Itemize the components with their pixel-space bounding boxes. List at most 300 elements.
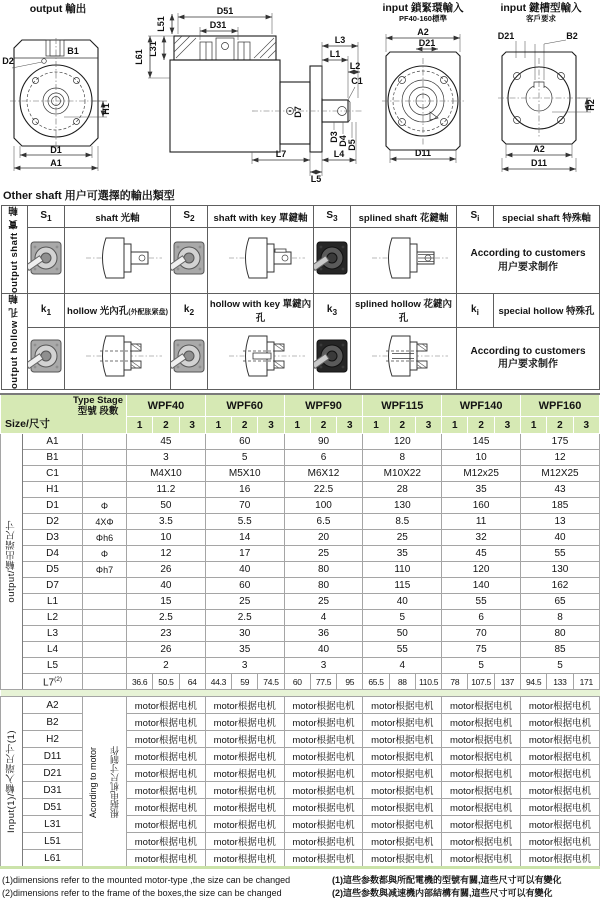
stage-header: 1 [442, 417, 468, 434]
motor-value-cell: motor根据电机 [127, 799, 206, 816]
size-value-cell: 55 [442, 594, 521, 610]
size-value-cell: 36 [284, 626, 363, 642]
size-value-cell: 5 [363, 610, 442, 626]
motor-value-cell: motor根据电机 [363, 748, 442, 765]
shaft-label-si: special shaft 特殊軸 [494, 206, 600, 228]
size-value-cell: 5 [442, 658, 521, 674]
motor-value-cell: motor根据电机 [442, 816, 521, 833]
flange-photo-icon [171, 228, 208, 294]
size-value-cell: M12x25 [442, 466, 521, 482]
size-value-cell: 65.5 [363, 674, 389, 690]
model-header: WPF90 [284, 394, 363, 417]
size-value-cell: 16 [205, 482, 284, 498]
size-value-cell: 8 [363, 450, 442, 466]
dim-d11: D11 [414, 148, 432, 158]
model-header: WPF115 [363, 394, 442, 417]
row-symbol [83, 658, 127, 674]
motor-value-cell: motor根据电机 [127, 833, 206, 850]
size-value-cell: 107.5 [468, 674, 494, 690]
size-value-cell: 185 [521, 498, 600, 514]
flange-photo-icon [171, 327, 208, 390]
row-symbol [83, 626, 127, 642]
row-name: D51 [23, 799, 83, 816]
motor-value-cell: motor根据电机 [127, 714, 206, 731]
motor-value-cell: motor根据电机 [363, 833, 442, 850]
motor-value-cell: motor根据电机 [284, 816, 363, 833]
size-value-cell: 160 [442, 498, 521, 514]
size-value-cell: 40 [521, 530, 600, 546]
stage-header: 2 [153, 417, 179, 434]
input-lock-title: input 鎖緊環輸入 [382, 2, 464, 14]
row-name: D1 [23, 498, 83, 514]
size-value-cell: 4 [284, 610, 363, 626]
motor-value-cell: motor根据电机 [205, 765, 284, 782]
input-section-label: Input(1)/輸入端尺寸(1) [1, 697, 23, 868]
size-value-cell: 130 [521, 562, 600, 578]
motor-value-cell: motor根据电机 [284, 850, 363, 868]
size-value-cell: 133 [547, 674, 573, 690]
dim-l31: L31 [148, 41, 158, 57]
corner-type-stage: Type Stage 型號 段數 [73, 395, 124, 418]
motor-value-cell: motor根据电机 [363, 816, 442, 833]
size-value-cell: 11 [442, 514, 521, 530]
motor-value-cell: motor根据电机 [521, 850, 600, 868]
dim-h1: H1 [101, 103, 111, 115]
size-value-cell: 140 [442, 578, 521, 594]
size-value-cell: 25 [363, 530, 442, 546]
stage-header: 2 [232, 417, 258, 434]
row-symbol [83, 594, 127, 610]
size-table-header [1, 394, 600, 434]
motor-value-cell: motor根据电机 [284, 748, 363, 765]
dim-b2: B2 [566, 31, 578, 41]
size-value-cell: 74.5 [258, 674, 284, 690]
size-value-cell: 3.5 [127, 514, 206, 530]
size-value-cell: 12 [521, 450, 600, 466]
size-value-cell: M6X12 [284, 466, 363, 482]
size-value-cell: M10X22 [363, 466, 442, 482]
row-name: L2 [23, 610, 83, 626]
size-value-cell: 80 [284, 578, 363, 594]
row-symbol [83, 482, 127, 498]
table-row [1, 658, 600, 674]
size-table [0, 393, 600, 869]
technical-drawings [0, 0, 600, 184]
row-symbol: Φ [83, 546, 127, 562]
size-value-cell: M4X10 [127, 466, 206, 482]
row-symbol: Φ [83, 498, 127, 514]
hollow-profile-icon [208, 327, 314, 390]
flange-photo-icon [28, 327, 65, 390]
row-name: L31 [23, 816, 83, 833]
size-value-cell: 120 [442, 562, 521, 578]
size-value-cell: 17 [205, 546, 284, 562]
motor-value-cell: motor根据电机 [521, 765, 600, 782]
stage-header: 3 [179, 417, 205, 434]
motor-note-cell: Acording to motor 根据电机尺寸制作 [83, 697, 127, 868]
motor-value-cell: motor根据电机 [442, 765, 521, 782]
size-value-cell: 2.5 [127, 610, 206, 626]
motor-value-cell: motor根据电机 [521, 782, 600, 799]
row-name: B1 [23, 450, 83, 466]
size-value-cell: 130 [363, 498, 442, 514]
size-value-cell: 94.5 [521, 674, 547, 690]
dim-d2: D2 [2, 56, 14, 66]
size-value-cell: 36.6 [127, 674, 153, 690]
size-value-cell: 110 [363, 562, 442, 578]
size-value-cell: 80 [521, 626, 600, 642]
motor-value-cell: motor根据电机 [284, 833, 363, 850]
size-value-cell: 3 [284, 658, 363, 674]
table-row [1, 546, 600, 562]
other-shaft-table [1, 205, 600, 390]
dim-c1: C1 [351, 76, 363, 86]
size-value-cell: 120 [363, 434, 442, 450]
size-value-cell: 8 [521, 610, 600, 626]
size-value-cell: 85 [521, 642, 600, 658]
shaft-label-s3: splined shaft 花鍵軸 [351, 206, 457, 228]
row-name: A2 [23, 697, 83, 714]
size-value-cell: 59 [232, 674, 258, 690]
shaft-label-s2: shaft with key 單鍵軸 [208, 206, 314, 228]
stage-header: 3 [258, 417, 284, 434]
size-value-cell: 15 [127, 594, 206, 610]
table-row [1, 697, 600, 714]
flange-photo-icon [314, 327, 351, 390]
row-symbol [83, 642, 127, 658]
dim-a1: A1 [50, 158, 62, 168]
motor-value-cell: motor根据电机 [521, 833, 600, 850]
size-value-cell: 60 [205, 434, 284, 450]
table-row [1, 498, 600, 514]
stage-header: 3 [573, 417, 599, 434]
flange-photo-icon [314, 228, 351, 294]
motor-value-cell: motor根据电机 [521, 799, 600, 816]
size-value-cell: 70 [442, 626, 521, 642]
size-value-cell: 50 [363, 626, 442, 642]
size-value-cell: 80 [284, 562, 363, 578]
motor-value-cell: motor根据电机 [284, 714, 363, 731]
output-view-title: output 輸出 [29, 3, 87, 15]
motor-value-cell: motor根据电机 [205, 833, 284, 850]
motor-value-cell: motor根据电机 [127, 731, 206, 748]
size-value-cell: 75 [442, 642, 521, 658]
motor-value-cell: motor根据电机 [521, 697, 600, 714]
table-row [1, 610, 600, 626]
size-value-cell: 90 [284, 434, 363, 450]
row-name: B2 [23, 714, 83, 731]
size-value-cell: 35 [363, 546, 442, 562]
size-value-cell: 50.5 [153, 674, 179, 690]
size-value-cell: 60 [205, 578, 284, 594]
dim-d5: D5 [347, 139, 357, 151]
footnote-en-2: (2)dimensions refer to the frame of the boxes,the size can be changed [2, 888, 282, 899]
size-value-cell: 4 [363, 658, 442, 674]
shaft-code-s2: $S_2$ [171, 206, 208, 228]
size-value-cell: 45 [127, 434, 206, 450]
motor-value-cell: motor根据电机 [205, 816, 284, 833]
motor-value-cell: motor根据电机 [442, 748, 521, 765]
row-symbol [83, 578, 127, 594]
stage-header: 2 [310, 417, 336, 434]
stage-header: 1 [205, 417, 231, 434]
shaft-label-k2: hollow with key 單鍵內孔 [208, 294, 314, 328]
motor-value-cell: motor根据电机 [442, 714, 521, 731]
row-name: H1 [23, 482, 83, 498]
motor-value-cell: motor根据电机 [205, 782, 284, 799]
table-row [1, 450, 600, 466]
input-key-title: input 鍵槽型輸入 [500, 2, 582, 14]
size-value-cell: 3 [205, 658, 284, 674]
stage-header: 1 [127, 417, 153, 434]
shaft-label-ki: special hollow 特殊孔 [494, 294, 600, 328]
size-value-cell: 5 [205, 450, 284, 466]
footnotes [0, 874, 600, 900]
hollow-profile-icon [351, 327, 457, 390]
row-name: L4 [23, 642, 83, 658]
shaft-profile-icon [351, 228, 457, 294]
size-value-cell: 5.5 [205, 514, 284, 530]
dim-l3: L3 [334, 35, 346, 45]
size-value-cell: 55 [521, 546, 600, 562]
table-row [1, 642, 600, 658]
row-name: L3 [23, 626, 83, 642]
shaft-code-k2: $k_2$ [171, 294, 208, 328]
size-value-cell: 40 [205, 562, 284, 578]
other-shaft-title: Other shaft 用户可選擇的輸出類型 [3, 190, 175, 202]
row-name: D7 [23, 578, 83, 594]
size-value-cell: 25 [205, 594, 284, 610]
size-value-cell: 3 [127, 450, 206, 466]
footnote-en-1: (1)dimensions refer to the mounted motor-type ,the size can be changed [2, 875, 291, 886]
motor-value-cell: motor根据电机 [205, 697, 284, 714]
motor-value-cell: motor根据电机 [363, 850, 442, 868]
size-value-cell: 8.5 [363, 514, 442, 530]
input-lock-view-drawing [364, 0, 482, 184]
size-value-cell: 25 [284, 594, 363, 610]
dim-d21: D21 [418, 38, 436, 48]
motor-value-cell: motor根据电机 [284, 731, 363, 748]
row-symbol [83, 466, 127, 482]
size-value-cell: 11.2 [127, 482, 206, 498]
size-value-cell: 60 [284, 674, 310, 690]
size-value-cell: 110.5 [415, 674, 441, 690]
table-row [1, 530, 600, 546]
shaft-code-ki: $k_i$ [457, 294, 494, 328]
custom-note: According to customers 用户要求制作 [457, 228, 600, 294]
size-value-cell: 171 [573, 674, 599, 690]
size-value-cell: 32 [442, 530, 521, 546]
table-row [1, 594, 600, 610]
size-value-cell: 23 [127, 626, 206, 642]
shaft-profile-icon [65, 228, 171, 294]
shaft-code-k3: $k_3$ [314, 294, 351, 328]
row-symbol [83, 450, 127, 466]
size-value-cell: 40 [284, 642, 363, 658]
table-row-l7 [1, 674, 600, 690]
table-row [1, 514, 600, 530]
size-value-cell: M5X10 [205, 466, 284, 482]
size-value-cell: 95 [337, 674, 363, 690]
section-separator [1, 690, 600, 697]
motor-value-cell: motor根据电机 [205, 799, 284, 816]
size-value-cell: 55 [363, 642, 442, 658]
size-table-body [1, 434, 600, 868]
size-value-cell: 45 [442, 546, 521, 562]
size-value-cell: M12X25 [521, 466, 600, 482]
size-value-cell: 10 [442, 450, 521, 466]
motor-value-cell: motor根据电机 [205, 731, 284, 748]
row-name: H2 [23, 731, 83, 748]
motor-value-cell: motor根据电机 [127, 816, 206, 833]
stage-header: 3 [337, 417, 363, 434]
dim-l2: L2 [349, 61, 361, 71]
row-symbol [83, 674, 127, 690]
motor-value-cell: motor根据电机 [284, 799, 363, 816]
size-value-cell: 13 [521, 514, 600, 530]
dim-l7: L7 [275, 149, 287, 159]
motor-value-cell: motor根据电机 [127, 765, 206, 782]
motor-value-cell: motor根据电机 [205, 850, 284, 868]
stage-header: 3 [415, 417, 441, 434]
dim-l51: L51 [156, 16, 166, 32]
footnote-zh-2: (2)這些参数與减速機内部結構有關,這些尺寸可以有變化 [332, 888, 553, 899]
dim-d1: D1 [50, 145, 62, 155]
row-name: D3 [23, 530, 83, 546]
size-value-cell: 145 [442, 434, 521, 450]
stage-header: 1 [363, 417, 389, 434]
motor-value-cell: motor根据电机 [363, 782, 442, 799]
shaft-label-s1: shaft 光軸 [65, 206, 171, 228]
shaft-code-k1: $k_1$ [28, 294, 65, 328]
size-value-cell: 26 [127, 642, 206, 658]
size-value-cell: 115 [363, 578, 442, 594]
size-value-cell: 25 [284, 546, 363, 562]
size-value-cell: 88 [389, 674, 415, 690]
stage-header: 3 [494, 417, 520, 434]
motor-value-cell: motor根据电机 [127, 782, 206, 799]
motor-value-cell: motor根据电机 [442, 850, 521, 868]
table-row [1, 626, 600, 642]
row-name: L5 [23, 658, 83, 674]
motor-value-cell: motor根据电机 [442, 731, 521, 748]
size-value-cell: 6 [284, 450, 363, 466]
corner-cell [1, 394, 127, 434]
size-value-cell: 77.5 [310, 674, 336, 690]
dim-d3: D3 [329, 131, 339, 143]
row-symbol [83, 434, 127, 450]
input-lock-subtitle: PF40-160標準 [399, 14, 447, 23]
motor-value-cell: motor根据电机 [205, 714, 284, 731]
row-name: C1 [23, 466, 83, 482]
size-value-cell: 44.3 [205, 674, 231, 690]
size-value-cell: 40 [127, 578, 206, 594]
motor-value-cell: motor根据电机 [442, 799, 521, 816]
row-name: A1 [23, 434, 83, 450]
size-value-cell: 64 [179, 674, 205, 690]
size-value-cell: 28 [363, 482, 442, 498]
size-value-cell: 40 [363, 594, 442, 610]
motor-value-cell: motor根据电机 [127, 850, 206, 868]
size-value-cell: 70 [205, 498, 284, 514]
row-symbol: Φh6 [83, 530, 127, 546]
table-row [1, 466, 600, 482]
dim-b1: B1 [67, 46, 79, 56]
size-value-cell: 12 [127, 546, 206, 562]
dim-a2: A2 [417, 27, 429, 37]
motor-value-cell: motor根据电机 [127, 748, 206, 765]
motor-value-cell: motor根据电机 [521, 748, 600, 765]
size-value-cell: 26 [127, 562, 206, 578]
output-section-label: output/輸出端尺寸 [1, 434, 23, 690]
dim-l4: L4 [333, 149, 345, 159]
shaft-profile-icon [208, 228, 314, 294]
row-name: L1 [23, 594, 83, 610]
hollow-profile-icon [65, 327, 171, 390]
motor-value-cell: motor根据电机 [363, 799, 442, 816]
table-row [1, 434, 600, 450]
size-value-cell: 6.5 [284, 514, 363, 530]
motor-value-cell: motor根据电机 [284, 697, 363, 714]
dim-d21: D21 [497, 31, 515, 41]
dim-h2: H2 [586, 99, 596, 111]
motor-value-cell: motor根据电机 [442, 697, 521, 714]
size-value-cell: 2 [127, 658, 206, 674]
row-name: L7$^{(2)}$ [23, 674, 83, 690]
model-header: WPF160 [521, 394, 600, 417]
output-hollow-side-label: output hollow 孔 軸 [2, 294, 28, 390]
size-value-cell: 78 [442, 674, 468, 690]
dim-d11: D11 [530, 158, 548, 168]
size-value-cell: 137 [494, 674, 520, 690]
motor-value-cell: motor根据电机 [521, 731, 600, 748]
side-view-drawing [112, 0, 364, 184]
size-value-cell: 162 [521, 578, 600, 594]
shaft-code-s1: $S_1$ [28, 206, 65, 228]
motor-value-cell: motor根据电机 [363, 765, 442, 782]
size-value-cell: 100 [284, 498, 363, 514]
dim-l1: L1 [329, 49, 341, 59]
corner-size-label: Size/尺寸 [5, 418, 50, 431]
size-value-cell: 20 [284, 530, 363, 546]
input-key-view-drawing [482, 0, 600, 184]
size-value-cell: 14 [205, 530, 284, 546]
dim-l61: L61 [134, 49, 144, 65]
motor-value-cell: motor根据电机 [284, 782, 363, 799]
model-header: WPF40 [127, 394, 206, 417]
motor-value-cell: motor根据电机 [521, 714, 600, 731]
size-value-cell: 2.5 [205, 610, 284, 626]
motor-value-cell: motor根据电机 [442, 782, 521, 799]
size-value-cell: 10 [127, 530, 206, 546]
row-name: L51 [23, 833, 83, 850]
size-value-cell: 35 [205, 642, 284, 658]
size-value-cell: 50 [127, 498, 206, 514]
stage-header: 2 [468, 417, 494, 434]
motor-value-cell: motor根据电机 [442, 833, 521, 850]
row-symbol: 4XΦ [83, 514, 127, 530]
row-symbol: Φh7 [83, 562, 127, 578]
output-shaft-side-label: output shaft 實 軸 [2, 206, 28, 294]
stage-header: 1 [521, 417, 547, 434]
motor-value-cell: motor根据电机 [521, 816, 600, 833]
shaft-label-k3: splined hollow 花鍵內孔 [351, 294, 457, 328]
shaft-code-si: $S_i$ [457, 206, 494, 228]
table-row [1, 482, 600, 498]
flange-photo-icon [28, 228, 65, 294]
model-header: WPF140 [442, 394, 521, 417]
row-name: D2 [23, 514, 83, 530]
